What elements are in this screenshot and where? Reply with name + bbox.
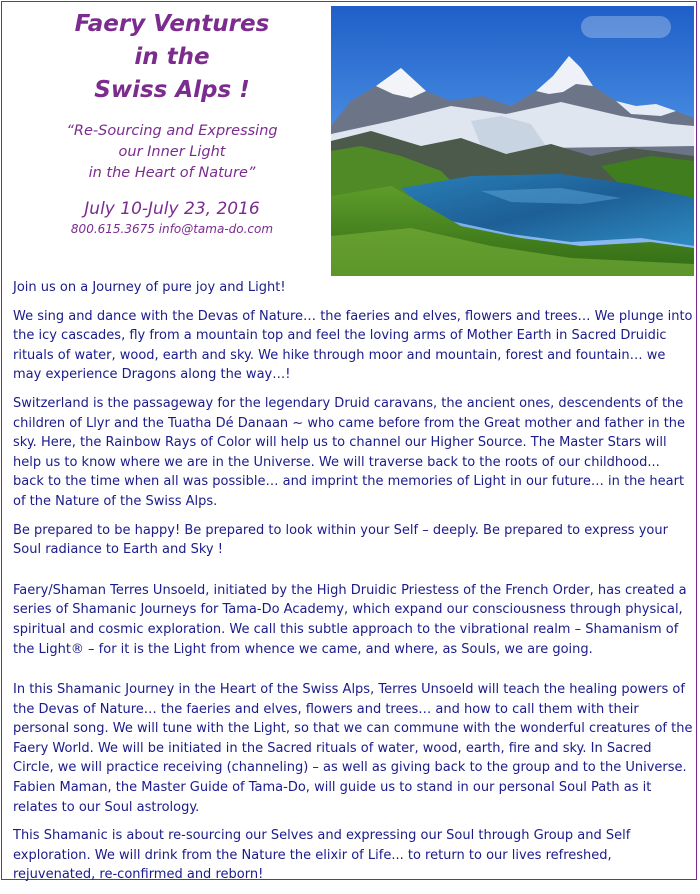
subtitle-line-3: in the Heart of Nature” bbox=[88, 165, 256, 181]
devas-paragraph: We sing and dance with the Devas of Nature… the faeries and elves, flowers and trees… We plunge into the icy cascades, fly from a mountain top and feel the loving arms of Mother Earth in Sacred Druidic rituals of water, wood, earth and sky. We hike through moor and mountain, forest and fountain… we may experience Dragons along the way…! bbox=[13, 308, 693, 383]
alpine-lake-photo bbox=[331, 6, 694, 276]
be-prepared-paragraph: Be prepared to be happy! Be prepared to look within your Self – deeply. Be prepared to express your Soul radiance to Earth and Sky ! bbox=[13, 522, 668, 558]
journey-paragraph: In this Shamanic Journey in the Heart of the Swiss Alps, Terres Unsoeld will teach the healing powers of the Devas of Nature… the faeries and elves, flowers and trees… and how to call them with their personal song. We will tune with the Light, so that we can commune with the wonderful creatures of the Faery World. We will be initiated in the Sacred rituals of water, wood, earth, fire and sky. In Sacred Circle, we will practice receiving (channeling) – as well as giving back to the group and to the Universe. Fabien Maman, the Master Guide of Tama-Do, will guide us to stand in our personal Soul Path as it relates to our Soul astrology. bbox=[13, 682, 693, 815]
title-line-1: Faery Ventures bbox=[74, 11, 270, 37]
subtitle-line-1: “Re-Sourcing and Expressing bbox=[66, 123, 278, 139]
subtitle bbox=[12, 121, 332, 184]
flyer-header bbox=[0, 0, 700, 280]
title-line-3: Swiss Alps ! bbox=[94, 77, 250, 103]
event-dates: July 10-July 23, 2016 bbox=[84, 199, 260, 219]
switzerland-paragraph: Switzerland is the passageway for the legendary Druid caravans, the ancient ones, descendents of the children of Llyr and the Tuatha Dé Danaan ~ who came before from the Great mother and father in the sky. Here, the Rainbow Rays of Color will help us to channel our Higher Source. The Master Stars will help us to know where we are in the Universe. We will traverse back to the roots of our childhood... back to the time when all was possible… and imprint the memories of Light in our future… in the heart of the Nature of the Swiss Alps. bbox=[13, 395, 686, 509]
title-block bbox=[12, 8, 332, 238]
flyer-body bbox=[13, 278, 693, 894]
shaman-paragraph: Faery/Shaman Terres Unsoeld, initiated by the High Druidic Priestess of the French Order, has created a series of Shamanic Journeys for Tama-Do Academy, which expand our consciousness through physical, spiritual and cosmic exploration. We call this subtle approach to the vibrational realm – Shamanism of the Light® – for it is the Light from whence we came, and where, as Souls, we are going. bbox=[13, 582, 687, 657]
title-line-2: in the bbox=[134, 44, 210, 70]
subtitle-line-2: our Inner Light bbox=[118, 144, 226, 160]
closing-paragraph: This Shamanic is about re-sourcing our Selves and expressing our Soul through Group and Self exploration. We will drink from the Nature the elixir of Life... to return to our lives refreshed, rejuvenated, re-confirmed and reborn! bbox=[13, 828, 631, 883]
intro-paragraph: Join us on a Journey of pure joy and Light! bbox=[13, 280, 286, 295]
contact-info: 800.615.3675 info@tama-do.com bbox=[70, 222, 274, 236]
